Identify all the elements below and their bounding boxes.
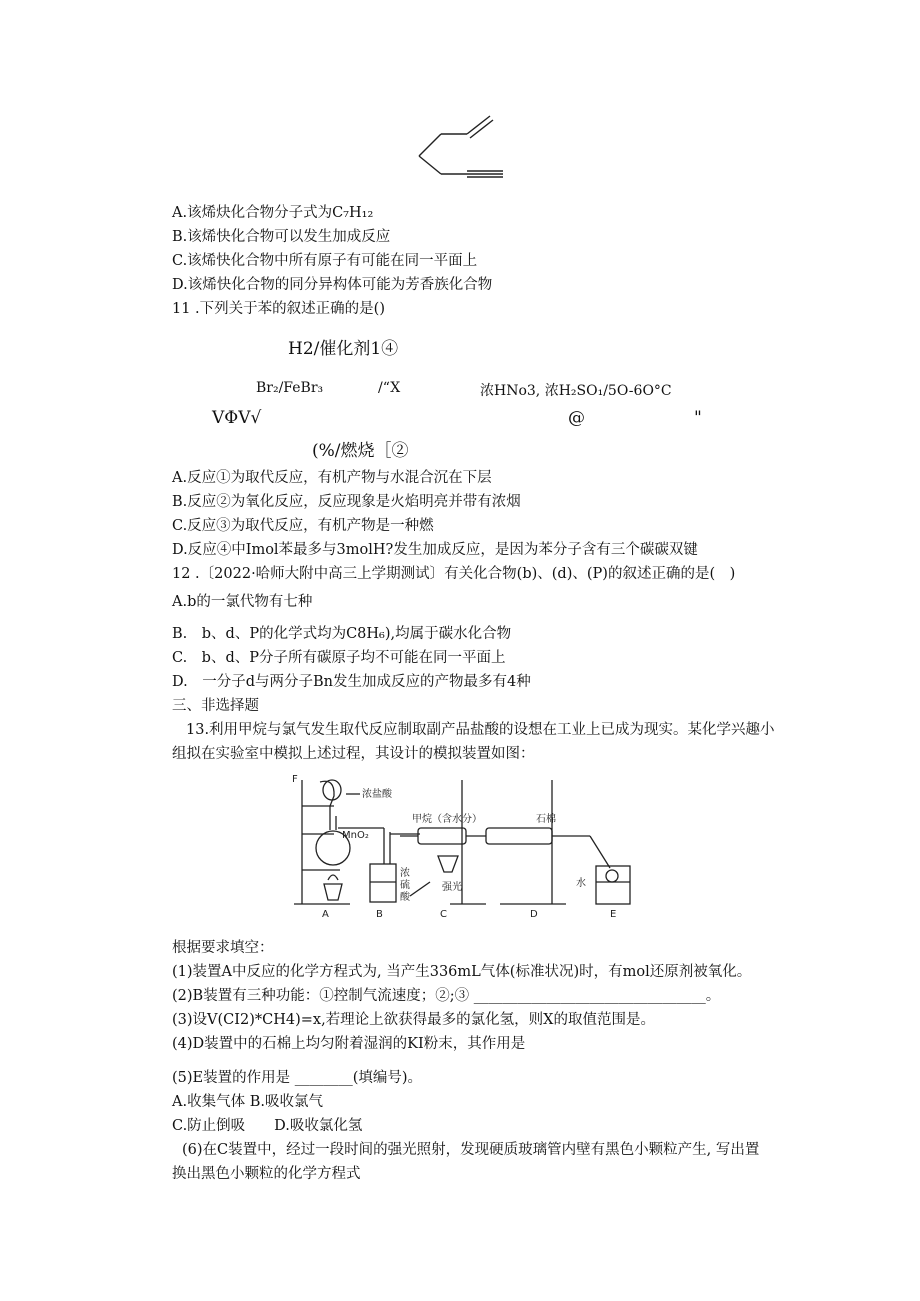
fig-label-c: C [440, 909, 447, 920]
fig-label-a: A [322, 909, 329, 920]
q13-intro: 根据要求填空： [172, 940, 274, 956]
q11-option-b: B.反应②为氧化反应，反应现象是火焰明亮并带有浓烟 [172, 494, 521, 510]
q13-part4: (4)D装置中的石棉上均匀附着湿润的KI粉末，其作用是 [172, 1036, 526, 1052]
q11-option-a: A.反应①为取代反应，有机产物与水混合沉在下层 [172, 470, 492, 486]
q13-part5-options-cd: C.防止倒吸 D.吸收氯化氢 [172, 1118, 363, 1134]
section-heading: 三、非选择题 [172, 698, 259, 714]
fig-label-methane: 甲烷（含水分） [412, 814, 482, 825]
q13-part1: (1)装置A中反应的化学方程式为, 当产生336mL气体(标准状况)时，有mol还原剂被氧化。 [172, 964, 752, 980]
scheme-right-symbol: " [694, 408, 702, 428]
scheme-bottom-label: (%/燃烧［② [312, 441, 409, 461]
q12-option-c: C. b、d、P分子所有碳原子均不可能在同一平面上 [172, 650, 506, 666]
q10-option-d: D.该烯快化合物的同分异构体可能为芳香族化合物 [172, 277, 493, 293]
fig-label-asbestos: 石棉 [536, 814, 556, 825]
fig-label-strong-light: 强光 [442, 882, 462, 893]
fig-label-f: F [292, 774, 298, 785]
apparatus-diagram [290, 772, 640, 920]
q13-part6-line2: 换出黑色小颗粒的化学方程式 [172, 1166, 361, 1182]
q12-option-b: B. b、d、P的化学式均为C8H₆),均属于碳水化合物 [172, 626, 512, 642]
q13-stem-line2: 组拟在实验室中模拟上述过程，其设计的模拟装置如图： [172, 746, 535, 762]
q10-option-c: C.该烯快化合物中所有原子有可能在同一平面上 [172, 253, 478, 269]
q12-stem: 12 .〔2022·哈师大附中高三上学期测试〕有关化合物(b)、(d)、(P)的叙述正确的是( ) [172, 566, 736, 582]
fig-label-b: B [376, 909, 383, 920]
scheme-left-symbol: VΦV√ [212, 408, 262, 428]
fig-label-h2so4-1: 浓 [400, 868, 410, 879]
fig-label-water: 水 [576, 878, 586, 889]
fig-label-h2so4-3: 酸 [400, 892, 410, 903]
q12-option-d: D. 一分子d与两分子Bn发生加成反应的产物最多有4种 [172, 674, 531, 690]
q11-option-c: C.反应③为取代反应，有机产物是一种燃 [172, 518, 434, 534]
fig-label-e: E [610, 909, 617, 920]
q13-part2: (2)B装置有三种功能：①控制气流速度；②;③ ________________________________。 [172, 988, 721, 1004]
enyne-structure [405, 110, 515, 190]
q13-stem-line1: 13.利用甲烷与氯气发生取代反应制取副产品盐酸的设想在工业上已成为现实。某化学兴趣小 [186, 722, 775, 738]
q10-option-b: B.该烯快化合物可以发生加成反应 [172, 229, 391, 245]
q10-option-a: A.该烯炔化合物分子式为C₇H₁₂ [172, 205, 374, 221]
fig-label-d: D [530, 909, 538, 920]
scheme-mid-reagent: /“X [378, 380, 401, 396]
q11-stem: 11 .下列关于苯的叙述正确的是() [172, 301, 385, 317]
fig-label-conc-hcl: 浓盐酸 [362, 789, 392, 800]
q13-part3: (3)设V(CI2)*CH4)=x,若理论上欲获得最多的氯化氢，则X的取值范围是。 [172, 1012, 656, 1028]
q12-option-a: A.b的一氯代物有七种 [172, 594, 313, 610]
q13-part6-line1: (6)在C装置中，经过一段时间的强光照射，发现硬质玻璃管内壁有黑色小颗粒产生, 写出置 [182, 1142, 760, 1158]
q13-part5-options-ab: A.收集气体 B.吸收氯气 [172, 1094, 323, 1110]
scheme-right-reagent: 浓HNo3, 浓H₂SO₁/5O-6O°C [480, 383, 672, 399]
fig-label-h2so4-2: 硫 [400, 880, 410, 891]
scheme-center-symbol: @ [568, 408, 585, 428]
fig-label-mno2: MnO₂ [342, 830, 369, 841]
q11-option-d: D.反应④中Imol苯最多与3molH?发生加成反应，是因为苯分子含有三个碳碳双键 [172, 542, 698, 558]
scheme-top-label: H2/催化剂1④ [288, 339, 399, 359]
scheme-left-reagent: Br₂/FeBr₃ [256, 380, 324, 396]
q13-part5: (5)E装置的作用是 ________(填编号)。 [172, 1070, 423, 1086]
